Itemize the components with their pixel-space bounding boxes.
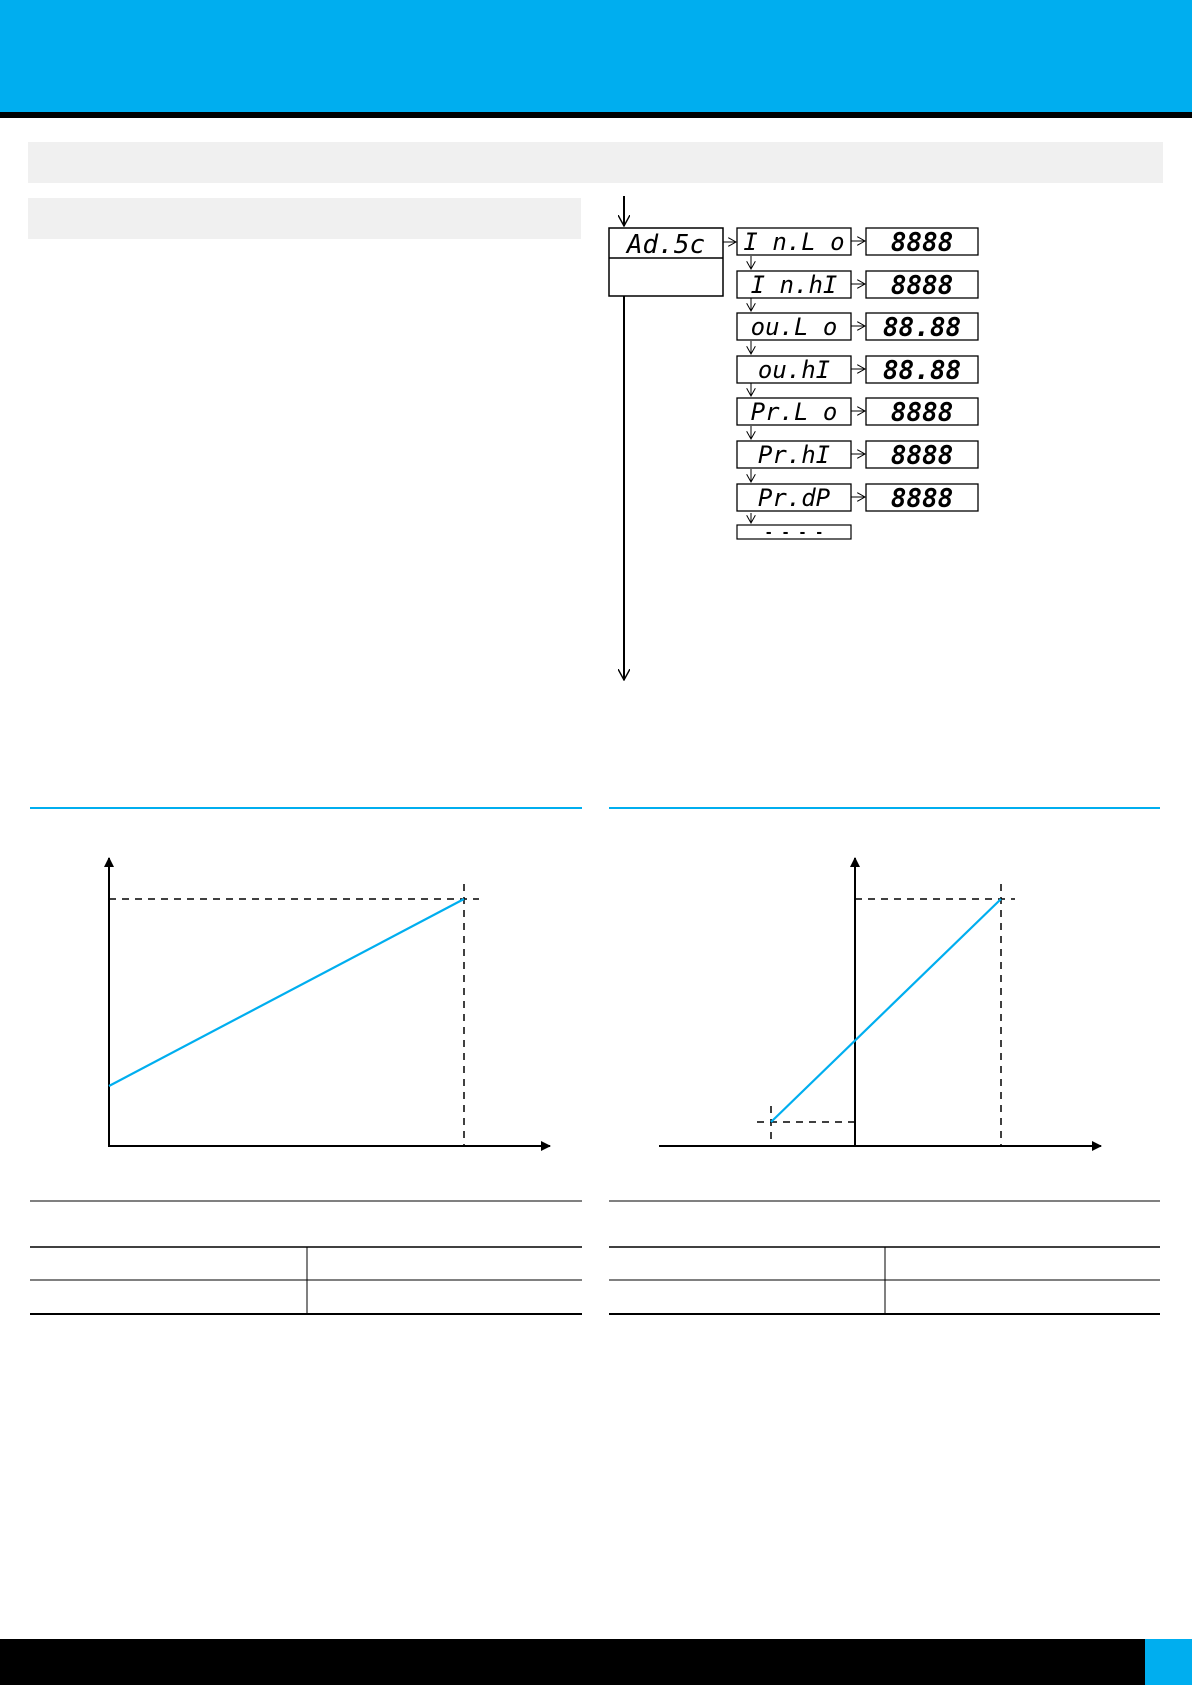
parameter-value: 8888 xyxy=(890,271,954,301)
parameter-row xyxy=(737,256,978,301)
parameter-rows xyxy=(737,228,978,514)
graph-right-scaling-line xyxy=(771,899,1001,1122)
page-number-tab xyxy=(1145,1639,1192,1685)
footer-band xyxy=(0,1639,1192,1685)
graph-left-scaling-line xyxy=(109,899,464,1086)
parameter-code: Pr.dP xyxy=(757,484,831,512)
menu-end-code: - - - - xyxy=(764,525,824,541)
parameter-code: I n.L o xyxy=(743,228,845,256)
parameter-code: Pr.L o xyxy=(750,398,838,426)
parameter-value: 8888 xyxy=(890,441,954,471)
table-left xyxy=(30,1201,582,1314)
parameter-value: 8888 xyxy=(890,228,954,258)
parameter-value: 8888 xyxy=(890,398,954,428)
menu-flow xyxy=(609,196,978,680)
parameter-row xyxy=(737,228,978,258)
parameter-row xyxy=(737,426,978,471)
parameter-code: ou.L o xyxy=(750,313,838,341)
parameter-row xyxy=(737,298,978,343)
graph-right xyxy=(609,808,1160,1146)
parameter-code: ou.hI xyxy=(757,356,831,384)
parameter-value: 88.88 xyxy=(882,356,962,386)
parameter-value: 88.88 xyxy=(882,313,962,343)
parameter-row xyxy=(737,383,978,428)
table-right xyxy=(609,1201,1160,1314)
parameter-row xyxy=(737,469,978,514)
graph-left xyxy=(30,808,582,1147)
parameter-code: I n.hI xyxy=(750,271,838,299)
parameter-value: 8888 xyxy=(890,484,954,514)
menu-entry-code: Ad.5c xyxy=(626,230,706,260)
parameter-code: Pr.hI xyxy=(757,441,831,469)
parameter-row xyxy=(737,341,978,386)
